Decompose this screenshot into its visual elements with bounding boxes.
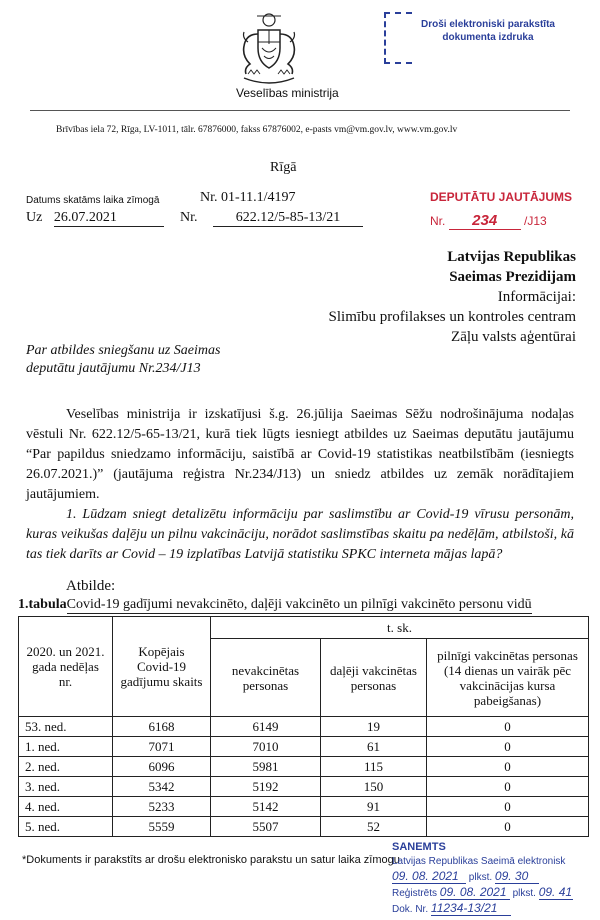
doc-number-value: 11234-13/21 [431, 901, 511, 916]
recipients-block [329, 247, 576, 347]
cell-unvaccinated: 5142 [211, 797, 321, 817]
cell-full: 0 [427, 737, 589, 757]
cell-week: 3. ned. [19, 777, 113, 797]
cell-partial: 52 [321, 817, 427, 837]
received-time: 09. 30 [495, 869, 539, 884]
stamp-bracket [384, 12, 412, 64]
header-unvaccinated: nevakcinētas personas [211, 639, 321, 717]
body-paragraph: Veselības ministrija ir izskatījusi š.g. 26.jūlija Saeimas Sēžu nodrošinājuma nodaļas vēstuli Nr. 622.12/5-65-13/21, kurā tiek lūgts iesniegt atbildes uz Saeimas deputātu jautājumu “Par papildus sniedzamo informāciju, saistībā ar Covid-19 statistikas neatbilstībām (iesniegts 26.07.2021.)” (jautājuma reģistra Nr.234/J13) un sniedz atbildes uz zemāk norādītajiem jautājumiem. [26, 407, 574, 502]
registered-time: 09. 41 [538, 885, 573, 899]
recipient-line3: Informācijai: [497, 289, 576, 305]
subject-line2: deputātu jautājumu Nr.234/J13 [26, 361, 201, 376]
cell-partial: 91 [321, 797, 427, 817]
nr-value: 01-11.1/4197 [221, 190, 296, 205]
received-date: 09. 08. 2021 [392, 869, 466, 884]
recipient-line4: Slimību profilakses un kontroles centram [328, 309, 576, 325]
registered-label: Reģistrēts [392, 888, 438, 899]
cell-total: 5342 [113, 777, 211, 797]
cell-week: 53. ned. [19, 717, 113, 737]
table-row [19, 717, 589, 737]
table-row [19, 797, 589, 817]
cell-full: 0 [427, 777, 589, 797]
registered-line [392, 885, 573, 901]
cell-unvaccinated: 5507 [211, 817, 321, 837]
cell-week: 5. ned. [19, 817, 113, 837]
received-line2: Latvijas Republikas Saeimā elektronisk [392, 856, 566, 867]
table-row [19, 777, 589, 797]
cell-total: 7071 [113, 737, 211, 757]
signature-stamp-line1: Droši elektroniski parakstīta [421, 19, 555, 30]
subject-line1: Par atbildes sniegšanu uz Saeimas [26, 343, 221, 358]
received-date-line [392, 869, 573, 885]
cell-unvaccinated: 6149 [211, 717, 321, 737]
place: Rīgā [270, 160, 297, 175]
header-total: Kopējais Covid-19 gadījumu skaits [113, 617, 211, 717]
deputy-stamp-nr-value: 234 [449, 212, 521, 230]
cell-week: 4. ned. [19, 797, 113, 817]
registered-time-label: plkst. [512, 888, 536, 899]
registered-date: 09. 08. 2021 [440, 885, 510, 900]
cell-unvaccinated: 7010 [211, 737, 321, 757]
electronic-signature-stamp [408, 18, 568, 44]
cell-unvaccinated: 5192 [211, 777, 321, 797]
cell-full: 0 [427, 717, 589, 737]
uz-nr-label: Nr. [180, 210, 198, 225]
latvia-coat-of-arms-icon [234, 8, 304, 88]
header-group: t. sk. [211, 617, 589, 639]
deputy-stamp-nr-label: Nr. [430, 214, 446, 228]
subject [26, 342, 220, 378]
header-week: 2020. un 2021. gada nedēļas nr. [19, 617, 113, 717]
cell-full: 0 [427, 797, 589, 817]
cell-partial: 19 [321, 717, 427, 737]
cell-partial: 115 [321, 757, 427, 777]
cell-partial: 61 [321, 737, 427, 757]
reference-line [26, 210, 164, 227]
footnote: *Dokuments ir parakstīts ar drošu elektronisko parakstu un satur laika zīmogu [22, 854, 400, 866]
table-caption [18, 597, 532, 614]
cell-unvaccinated: 5981 [211, 757, 321, 777]
uz-date: 26.07.2021 [54, 210, 164, 227]
header-partially-vaccinated: daļēji vakcinētas personas [321, 639, 427, 717]
deputy-question-stamp [430, 190, 572, 230]
recipient-line1: Latvijas Republikas [447, 249, 576, 265]
table-row [19, 817, 589, 837]
doc-number-label: Dok. Nr. [392, 904, 429, 915]
ministry-name: Veselības ministrija [236, 86, 339, 100]
deputy-stamp-title: DEPUTĀTU JAUTĀJUMS [430, 190, 573, 204]
recipient-line5: Zāļu valsts aģentūrai [451, 329, 576, 345]
nr-label: Nr. [200, 190, 218, 205]
cell-partial: 150 [321, 777, 427, 797]
letter-body [26, 405, 574, 565]
cell-week: 2. ned. [19, 757, 113, 777]
doc-number-line [392, 901, 573, 917]
table-caption-number: 1.tabula [18, 597, 67, 612]
recipient-line2: Saeimas Prezidijam [449, 269, 576, 285]
question-paragraph: 1. Lūdzam sniegt detalizētu informāciju par saslimstību ar Covid-19 vīrusu personām, kuras veikušas daļēju un pilnu vakcināciju, norādot saslimstības skaitu pa nedēļām, atbilstoši, kā tas tiek darīts ar Covid – 19 izplatības Latvijā statistiku SPKC interneta mājas lapā? [26, 507, 574, 562]
received-stamp [392, 840, 573, 917]
answer-label: Atbilde: [66, 578, 116, 594]
table-row [19, 757, 589, 777]
cell-full: 0 [427, 757, 589, 777]
uz-nr-value: 622.12/5-85-13/21 [213, 210, 363, 227]
header-divider [30, 110, 570, 111]
uz-label: Uz [26, 210, 43, 225]
ministry-address: Brīvības iela 72, Rīga, LV-1011, tālr. 67876000, fakss 67876002, e-pasts vm@vm.gov.lv, www.vm.gov.lv [56, 125, 458, 135]
cell-full: 0 [427, 817, 589, 837]
table-caption-text: Covid-19 gadījumi nevakcinēto, daļēji vakcinēto un pilnīgi vakcinēto personu vidū [66, 597, 532, 612]
signature-stamp-line2: dokumenta izdruka [442, 32, 534, 43]
received-title: SANEMTS [392, 841, 446, 853]
received-time-label: plkst. [468, 872, 493, 883]
header-fully-vaccinated: pilnīgi vakcinētas personas (14 dienas un vairāk pēc vakcinācijas kursa pabeigšanas) [427, 639, 589, 717]
cell-week: 1. ned. [19, 737, 113, 757]
outgoing-number [200, 190, 296, 206]
cell-total: 6096 [113, 757, 211, 777]
deputy-stamp-suffix: /J13 [524, 214, 547, 228]
cell-total: 5559 [113, 817, 211, 837]
deputy-stamp-number [430, 212, 572, 230]
cell-total: 6168 [113, 717, 211, 737]
date-label: Datums skatāms laika zīmogā [26, 195, 160, 206]
covid-cases-table [18, 616, 589, 837]
cell-total: 5233 [113, 797, 211, 817]
table-row [19, 737, 589, 757]
reference-number [180, 210, 363, 227]
